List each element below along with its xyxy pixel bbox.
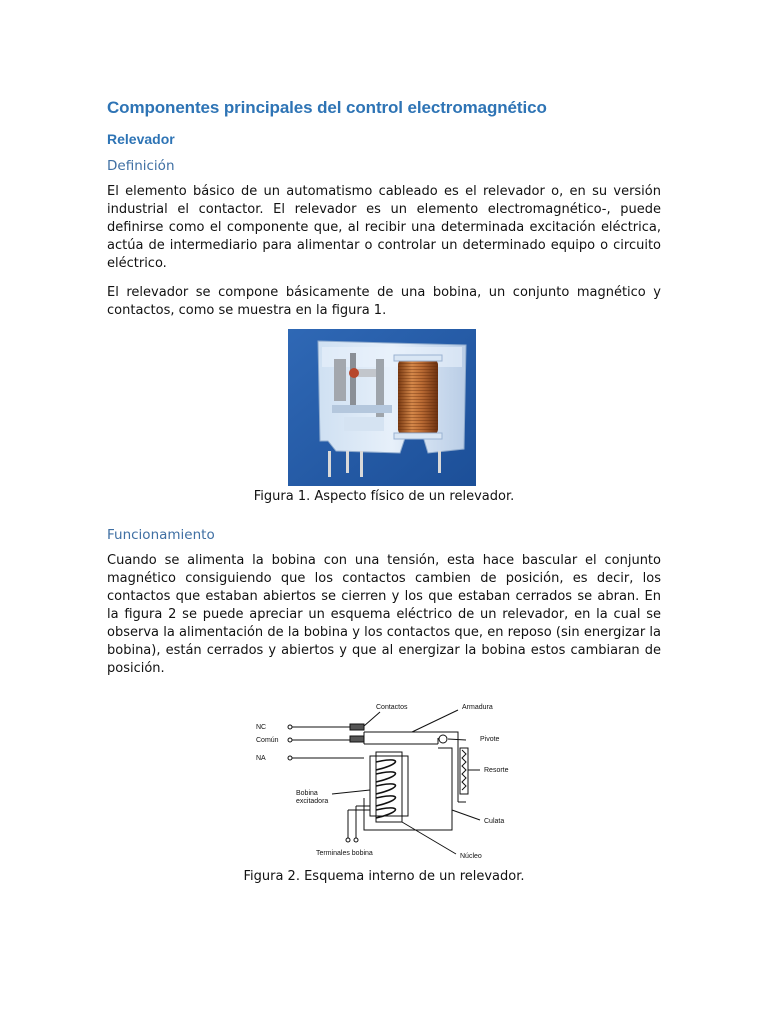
subheading-funcionamiento: Funcionamiento bbox=[107, 527, 215, 543]
label-nc: NC bbox=[256, 724, 267, 731]
label-terminales-bobina: Terminales bobina bbox=[316, 850, 373, 857]
label-comun: Común bbox=[256, 737, 279, 744]
label-contactos: Contactos bbox=[376, 704, 408, 711]
label-armadura: Armadura bbox=[462, 704, 493, 711]
label-bobina: Bobina bbox=[296, 790, 318, 797]
label-nucleo: Núcleo bbox=[460, 853, 482, 860]
page-title: Componentes principales del control electromagnético bbox=[107, 98, 547, 117]
label-culata: Culata bbox=[484, 818, 505, 825]
label-pivote: Pivote bbox=[480, 736, 500, 743]
figure-2-caption: Figura 2. Esquema interno de un relevador. bbox=[243, 869, 525, 884]
relay-schematic-diagram bbox=[252, 698, 522, 863]
figure-1-caption: Figura 1. Aspecto físico de un relevador. bbox=[253, 489, 515, 504]
paragraph-funcionamiento: Cuando se alimenta la bobina con una tensión, esta hace bascular el conjunto magnético consiguiendo que los contactos cambien de posición, es decir, los contactos que estaban abiertos se cierren y los que estaban cerrados se abran. En la figura 2 se puede apreciar un esquema eléctrico de un relevador, en la cual se observa la alimentación de la bobina y los contactos que, en reposo (sin energizar la bobina), están cerrados y abiertos y que al energizar la bobina estos cambiaran de posición. bbox=[107, 553, 661, 676]
label-excitadora: excitadora bbox=[296, 798, 329, 805]
section-heading-relevador: Relevador bbox=[107, 131, 175, 147]
relay-photo bbox=[288, 329, 476, 486]
subheading-definicion: Definición bbox=[107, 158, 175, 174]
paragraph-definicion-1: El elemento básico de un automatismo cableado es el relevador o, en su versión industrial el contactor. El relevador es un elemento electromagnético-, puede definirse como el componente que, al recibir una determinada excitación eléctrica, actúa de intermediario para alimentar o controlar un determinado equipo o circuito eléctrico. bbox=[107, 184, 661, 271]
label-resorte: Resorte bbox=[484, 767, 509, 774]
label-na: NA bbox=[256, 755, 266, 762]
paragraph-definicion-2: El relevador se compone básicamente de una bobina, un conjunto magnético y contactos, como se muestra en la figura 1. bbox=[107, 285, 661, 318]
